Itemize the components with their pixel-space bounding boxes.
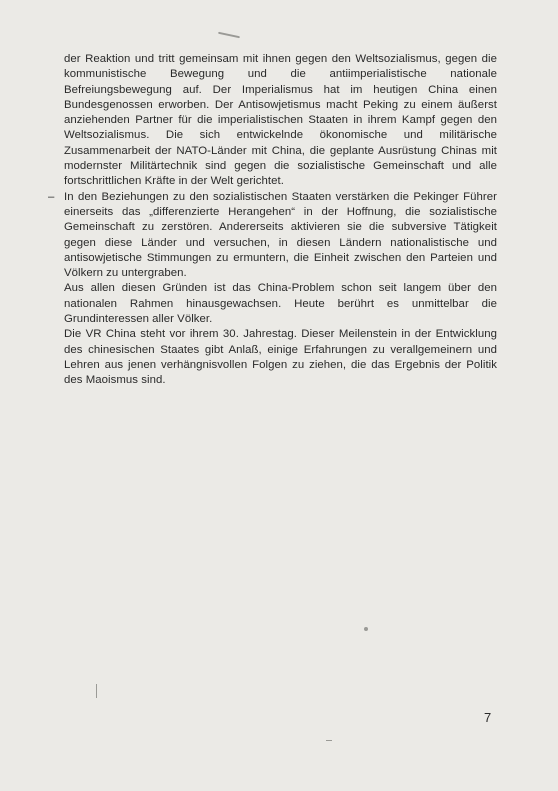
dash-marker: – bbox=[48, 190, 55, 203]
paragraph-china-problem: Aus allen diesen Gründen ist das China-Problem schon seit langem über den nationalen Rahmen hinausgewachsen. Heute berührt es unmittelbar die Grundinteressen aller Völker. bbox=[64, 282, 497, 326]
scan-speck bbox=[218, 32, 240, 39]
dash-list-item bbox=[48, 190, 497, 282]
body-text bbox=[48, 52, 497, 389]
paragraph-anniversary: Die VR China steht vor ihrem 30. Jahrestag. Dieser Meilenstein in der Entwicklung des chinesischen Staates gibt Anlaß, einige Erfahrungen zu verallgemeinern und Lehren aus jenen verhängnisvollen Folgen zu ziehen, die das Ergebnis der Politik des Maoismus sind. bbox=[64, 328, 497, 387]
scan-speck bbox=[326, 740, 332, 741]
scan-speck bbox=[96, 684, 97, 698]
dash-item-text: In den Beziehungen zu den sozialistischen Staaten verstärken die Pekinger Führer einerseits das „differenzierte Herangehen“ in der Hoffnung, die sozialistische Gemeinschaft zu zerstören. Andererseits aktivieren sie die subversive Tätigkeit gegen diese Länder und versuchen, in diesen Ländern nationalistische und antisowjetische Stimmungen zu ermuntern, die Einheit zwischen den Parteien und Völkern zu untergraben. bbox=[64, 190, 497, 280]
paragraph-continuation: der Reaktion und tritt gemeinsam mit ihnen gegen den Weltsozialismus, gegen die kommunistische Bewegung und die antiimperialistische nationale Befreiungsbewegung auf. Der Imperialismus hat im heutigen China einen Bundesgenossen erworben. Der Antisowjetismus macht Peking zu einem äußerst anziehenden Partner für die imperialistischen Staaten in ihrem Kampf gegen den Weltsozialismus. Die sich entwickelnde ökonomische und militärische Zusammenarbeit der NATO-Länder mit China, die geplante Ausrüstung Chinas mit modernster Militärtechnik sind gegen die sozialistische Gemeinschaft und alle fortschrittlichen Kräfte in der Welt gerichtet. bbox=[64, 53, 497, 188]
scan-speck bbox=[364, 627, 368, 631]
page-number: 7 bbox=[484, 710, 492, 725]
